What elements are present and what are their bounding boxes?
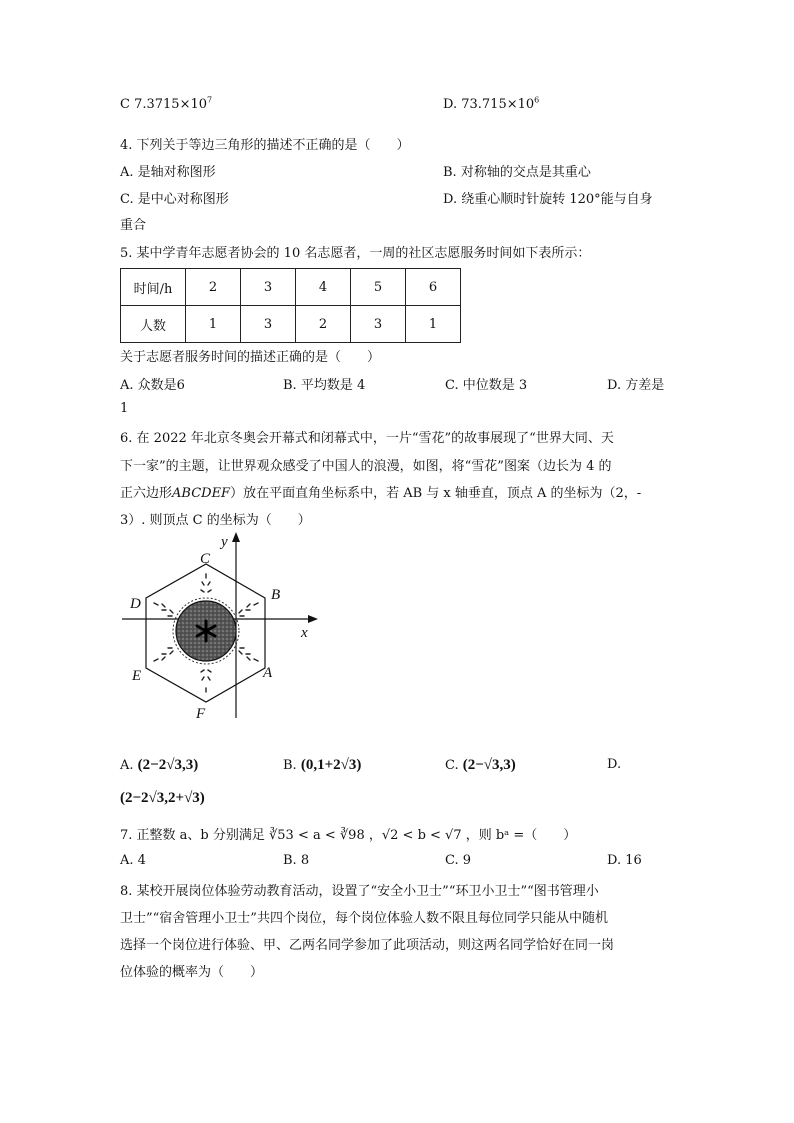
table-cell: 2	[296, 306, 351, 343]
table-row	[121, 269, 461, 306]
x-axis-arrow	[308, 615, 318, 623]
q5-option-d-continued: 1	[120, 401, 129, 416]
q6-option-d-value: (2−2√3,2+√3)	[120, 790, 205, 806]
q6-line-2: 下一家”的主题，让世界观众感受了中国人的浪漫，如图，将“雪花”图案（边长为 4 的	[120, 459, 612, 474]
q7-stem: 7. 正整数 a、b 分别满足 ∛53 < a < ∛98 ，√2 < b < √7 ，则 bᵃ =（ ）	[120, 828, 577, 843]
table-cell: 1	[406, 306, 461, 343]
q8-line-1: 8. 某校开展岗位体验劳动教育活动，设置了“安全小卫士”“环卫小卫士”“图书管理小	[120, 884, 599, 899]
q7-option-b: B. 8	[283, 853, 310, 868]
q5-option-b: B. 平均数是 4	[283, 378, 366, 393]
q4-option-d-continued: 重合	[120, 218, 147, 233]
q5-stem: 5. 某中学青年志愿者协会的 10 名志愿者，一周的社区志愿服务时间如下表所示：	[120, 246, 591, 261]
table-cell: 5	[351, 269, 406, 306]
q3-option-c: C $7.3715\times 10^7$	[120, 95, 213, 112]
y-axis-label: y	[221, 534, 228, 550]
table-cell: 3	[241, 306, 296, 343]
q6-option-b: B. (0,1+2√3)	[283, 757, 362, 773]
q6-line-1: 6. 在 2022 年北京冬奥会开幕式和闭幕式中，一片“雪花”的故事展现了“世界大同、天	[120, 431, 614, 446]
x-axis-label: x	[301, 625, 308, 641]
q5-option-d: D. 方差是	[607, 378, 665, 393]
q3-option-d: D. $73.715\times 10^6$	[443, 95, 540, 112]
y-axis-arrow	[232, 532, 240, 542]
q8-line-2: 卫士”“宿舍管理小卫士”共四个岗位，每个岗位体验人数不限且每位同学只能从中随机	[120, 911, 608, 926]
q4-option-d: D. 绕重心顺时针旋转 120°能与自身	[443, 192, 653, 207]
q7-option-c: C. 9	[445, 853, 472, 868]
q8-line-4: 位体验的概率为（ ）	[120, 965, 264, 980]
vertex-label-d: D	[130, 596, 141, 612]
q4-option-b: B. 对称轴的交点是其重心	[443, 165, 591, 180]
vertex-label-b: B	[271, 587, 281, 603]
vertex-label-a: A	[263, 665, 273, 681]
table-cell: 6	[406, 269, 461, 306]
q7-option-a: A. 4	[120, 853, 146, 868]
q4-option-c: C. 是中心对称图形	[120, 192, 229, 207]
service-time-table	[120, 268, 461, 343]
table-cell: 人数	[121, 306, 186, 343]
q6-option-d-label: D.	[607, 757, 622, 772]
q6-option-c: C. (2−√3,3)	[445, 757, 516, 773]
q6-line-3: 正六边形ABCDEF）放在平面直角坐标系中，若 AB 与 x 轴垂直，顶点 A 的坐标为（2，-	[120, 486, 642, 501]
q5-option-c: C. 中位数是 3	[445, 378, 528, 393]
vertex-label-e: E	[132, 668, 142, 684]
q5-option-a: A. 众数是6	[120, 378, 185, 393]
q4-option-a: A. 是轴对称图形	[120, 165, 216, 180]
vertex-label-c: C	[200, 551, 211, 567]
snowflake-hexagon-figure	[118, 530, 318, 726]
q7-option-d: D. 16	[607, 853, 642, 868]
table-cell: 3	[351, 306, 406, 343]
q6-line-4: 3）. 则顶点 C 的坐标为（ ）	[120, 513, 311, 528]
table-row	[121, 306, 461, 343]
q4-stem: 4. 下列关于等边三角形的描述不正确的是（ ）	[120, 138, 410, 153]
table-cell: 时间/h	[121, 269, 186, 306]
q5-question: 关于志愿者服务时间的描述正确的是（ ）	[120, 350, 381, 365]
vertex-label-f: F	[196, 706, 206, 722]
table-cell: 2	[186, 269, 241, 306]
table-cell: 1	[186, 306, 241, 343]
q8-line-3: 选择一个岗位进行体验、甲、乙两名同学参加了此项活动，则这两名同学恰好在同一岗	[120, 938, 615, 953]
table-cell: 4	[296, 269, 351, 306]
q6-option-a: A. (2−2√3,3)	[120, 757, 199, 773]
table-cell: 3	[241, 269, 296, 306]
